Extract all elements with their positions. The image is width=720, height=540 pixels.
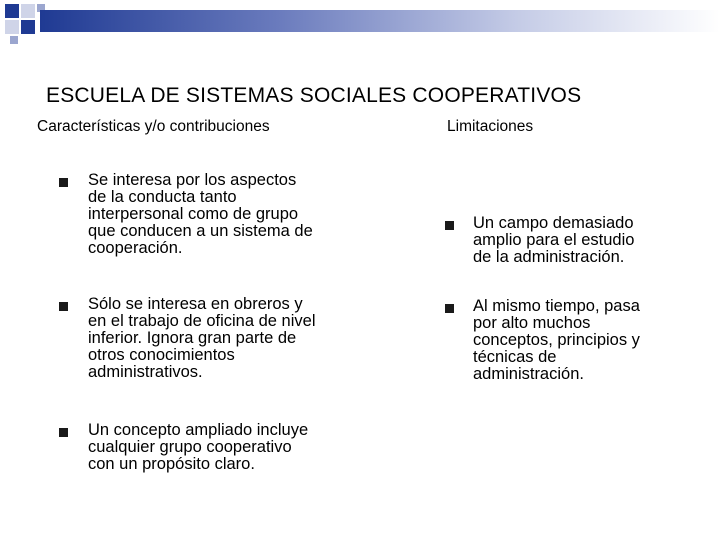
bullet-text: Un campo demasiado amplio para el estudio de la administración. xyxy=(473,214,635,266)
limitation-bullet xyxy=(445,215,634,266)
bullet-text: Se interesa por los aspectos de la conducta tanto interpersonal como de grupo que conducen a un sistema de cooperación. xyxy=(88,171,313,257)
corner-square-icon xyxy=(5,20,19,34)
contribution-bullet xyxy=(59,172,313,257)
slide-title: ESCUELA DE SISTEMAS SOCIALES COOPERATIVOS xyxy=(46,84,582,107)
square-bullet-icon xyxy=(59,428,68,437)
header-gradient-bar xyxy=(40,10,720,32)
corner-square-icon xyxy=(21,4,35,18)
square-bullet-icon xyxy=(59,302,68,311)
limitations-heading: Limitaciones xyxy=(447,118,534,135)
limitation-bullet xyxy=(445,298,640,383)
contribution-bullet xyxy=(59,422,308,473)
corner-square-icon xyxy=(5,4,19,18)
square-bullet-icon xyxy=(445,221,454,230)
bullet-text: Al mismo tiempo, pasa por alto muchos conceptos, principios y técnicas de administración. xyxy=(473,297,640,383)
corner-square-icon xyxy=(21,20,35,34)
square-bullet-icon xyxy=(445,304,454,313)
square-bullet-icon xyxy=(59,178,68,187)
corner-square-icon xyxy=(10,36,18,44)
bullet-text: Un concepto ampliado incluye cualquier grupo cooperativo con un propósito claro. xyxy=(88,421,309,473)
contributions-heading: Características y/o contribuciones xyxy=(37,118,270,135)
contribution-bullet xyxy=(59,296,316,381)
bullet-text: Sólo se interesa en obreros y en el trabajo de oficina de nivel inferior. Ignora gran parte de otros conocimientos administrativos. xyxy=(88,295,316,381)
